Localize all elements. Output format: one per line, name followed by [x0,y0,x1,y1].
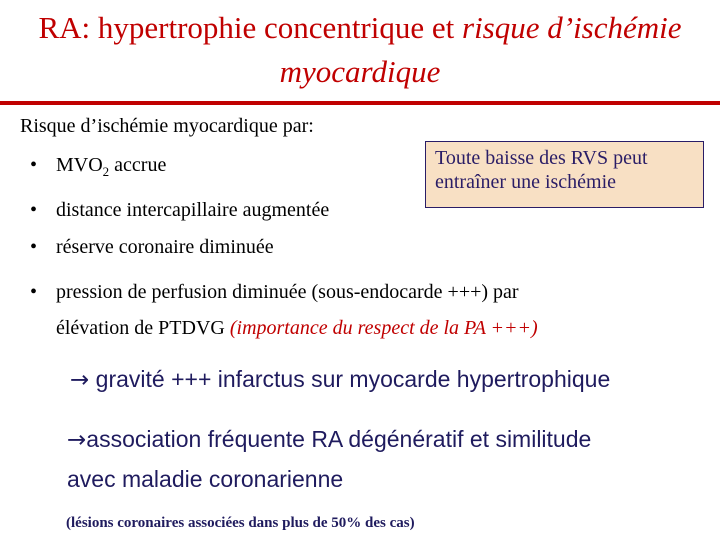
callout-box [425,141,704,208]
bullet-dot: • [30,154,38,176]
callout-text: Toute baisse des RVS peut entraîner une ischémie [435,147,648,193]
bullet-pression-continuation [56,313,538,343]
pression-text-line1: pression de perfusion diminuée (sous-endocarde +++) par [56,281,519,303]
pression-note-italic: (importance du respect de la PA +++) [229,317,538,339]
distance-text: distance intercapillaire augmentée [56,199,330,221]
reserve-text: réserve coronaire diminuée [56,236,274,258]
bullet-reserve [30,232,274,262]
association-text-line1: association fréquente RA dégénératif et similitude [86,426,592,452]
mvo2-subscript: 2 [102,164,110,179]
bullet-mvo2 [30,150,166,187]
conclusion-gravite [70,362,610,397]
mvo2-text: MVO [56,154,103,176]
title-divider [0,101,720,105]
pression-text-line2: élévation de PTDVG [56,317,230,339]
arrow-right-icon: → [67,427,87,453]
bullet-distance [30,195,329,225]
bullet-dot: • [30,199,38,221]
footnote: (lésions coronaires associées dans plus de 50% des cas) [66,515,415,531]
title-italic: risque d’ischémie myocardique [279,10,682,89]
association-text-line2: avec maladie coronarienne [67,466,344,492]
gravite-text: gravité +++ infarctus sur myocarde hypertrophique [89,366,611,392]
mvo2-suffix: accrue [109,154,167,176]
bullet-dot: • [30,281,38,303]
arrow-right-icon: → [70,367,90,393]
conclusion-association [67,422,591,457]
intro-text: Risque d’ischémie myocardique par: [20,115,314,137]
title-main: RA: hypertrophie concentrique et [38,10,462,45]
conclusion-association-continuation [67,462,343,496]
bullet-dot: • [30,236,38,258]
slide-title [0,6,720,94]
bullet-pression [30,277,519,307]
